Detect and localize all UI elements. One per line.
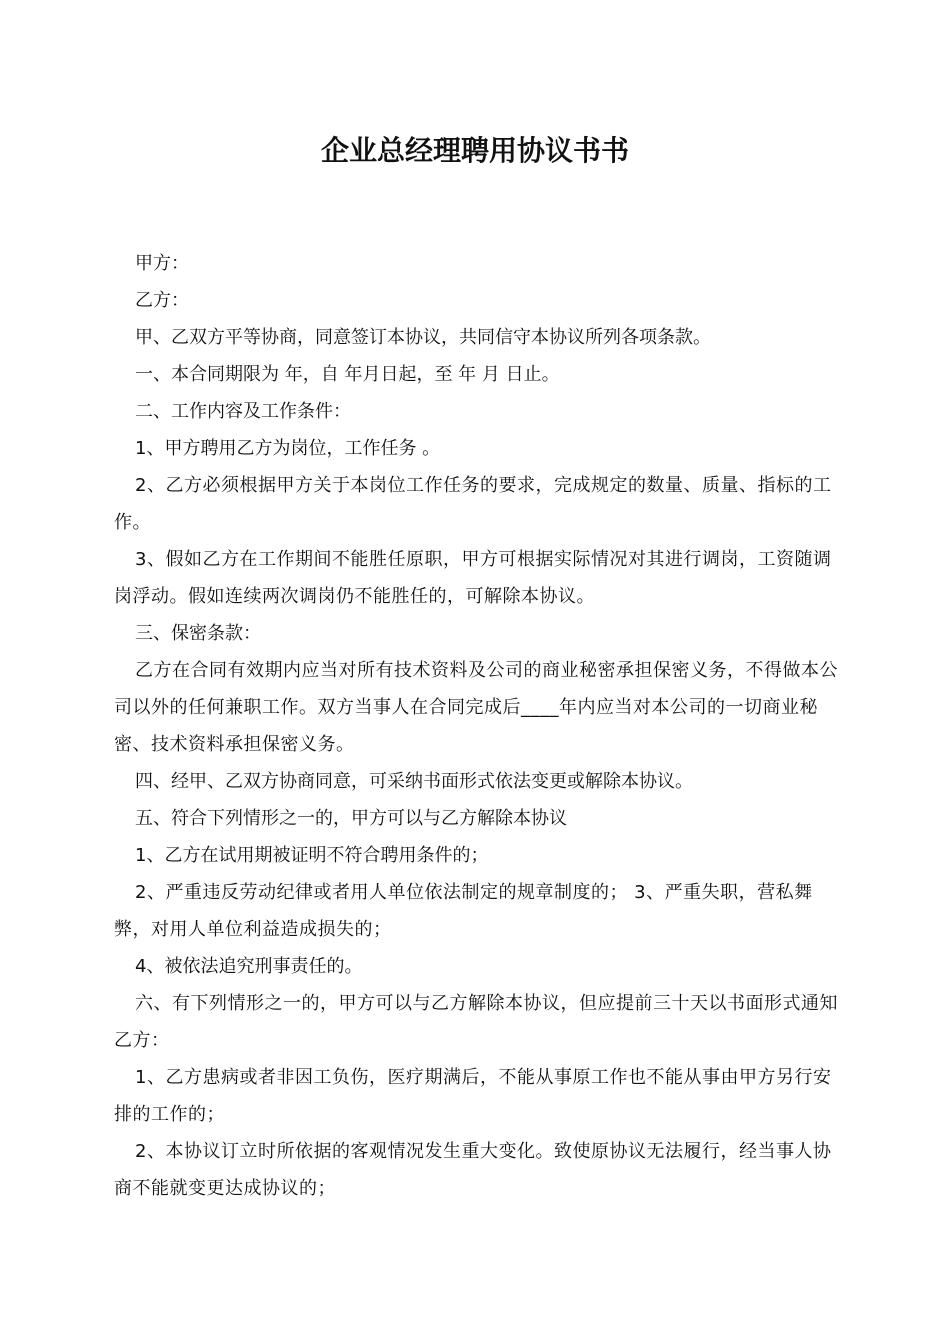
party-a-line: 甲方： <box>135 253 189 274</box>
clause-5-item-1: 1、乙方在试用期被证明不符合聘用条件的； <box>135 845 489 866</box>
clause-2-item-3: 3、假如乙方在工作期间不能胜任原职，甲方可根据实际情况对其进行调岗，工资随调岗浮动。假如连续两次调岗仍不能胜任的，可解除本协议。 <box>114 549 832 607</box>
clause-6-heading: 六、有下列情形之一的，甲方可以与乙方解除本协议，但应提前三十天以书面形式通知乙方： <box>114 993 838 1051</box>
clause-5-item-4: 4、被依法追究刑事责任的。 <box>135 956 363 977</box>
clause-3-confidentiality: 乙方在合同有效期内应当对所有技术资料及公司的商业秘密承担保密义务，不得做本公司以外的任何兼职工作。双方当事人在合同完成后____年内应当对本公司的一切商业秘密、技术资料承担保密义务。 <box>114 660 838 755</box>
clause-5-item-2-3: 2、严重违反劳动纪律或者用人单位依法制定的规章制度的； 3、严重失职，营私舞弊，对用人单位利益造成损失的； <box>114 882 813 940</box>
clause-3-heading: 三、保密条款： <box>135 623 261 644</box>
clause-6-item-1: 1、乙方患病或者非因工负伤，医疗期满后，不能从事原工作也不能从事由甲方另行安排的工作的； <box>114 1067 832 1125</box>
document-title: 企业总经理聘用协议书书 <box>320 134 629 167</box>
clause-4-modification: 四、经甲、乙双方协商同意，可采纳书面形式依法变更或解除本协议。 <box>135 771 693 792</box>
intro-paragraph: 甲、乙双方平等协商，同意签订本协议，共同信守本协议所列各项条款。 <box>135 327 711 348</box>
clause-5-heading: 五、符合下列情形之一的，甲方可以与乙方解除本协议 <box>135 808 567 829</box>
clause-2-item-2: 2、乙方必须根据甲方关于本岗位工作任务的要求，完成规定的数量、质量、指标的工作。 <box>114 475 832 533</box>
party-b-line: 乙方： <box>135 290 189 311</box>
clause-2-heading: 二、工作内容及工作条件： <box>135 401 351 422</box>
clause-1-term: 一、本合同期限为 年，自 年月日起，至 年 月 日止。 <box>135 364 560 385</box>
clause-2-item-1: 1、甲方聘用乙方为岗位，工作任务 。 <box>135 438 441 459</box>
document-body <box>114 245 840 1207</box>
clause-6-item-2: 2、本协议订立时所依据的客观情况发生重大变化。致使原协议无法履行，经当事人协商不能就变更达成协议的； <box>114 1141 832 1199</box>
